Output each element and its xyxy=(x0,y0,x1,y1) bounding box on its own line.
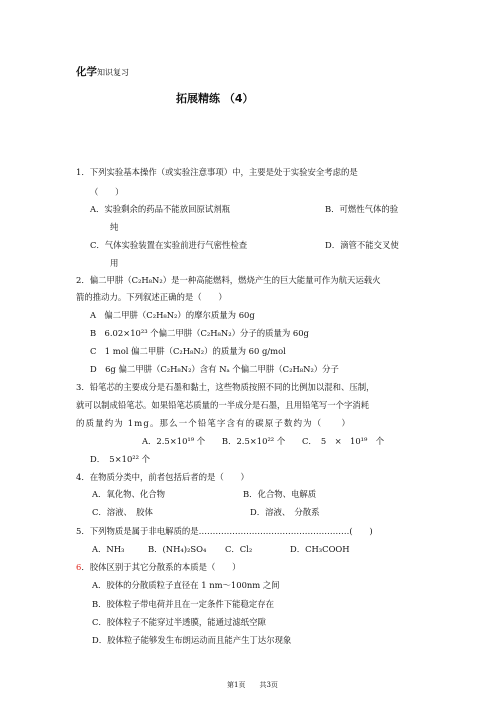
q4-option-a: A．氧化物、化合物 xyxy=(92,489,166,499)
q5-option-d: D．CH₃COOH xyxy=(290,544,350,554)
q1-option-b-cont: 纯 xyxy=(110,222,119,232)
q1-stem-line1: 1．下列实验基本操作（或实验注意事项）中，主要是处于实验安全考虑的是 xyxy=(76,167,358,177)
q6-option-b: B．胶体粒子带电荷并且在一定条件下能稳定存在 xyxy=(92,599,275,609)
q3-stem-line2: 就可以制成铅笔芯。如果铅笔芯质量的一半成分是石墨，且用铅笔写一个字消耗 xyxy=(76,400,370,410)
q5-option-c: C．Cl₂ xyxy=(225,544,253,554)
q3-options-abc: A．2.5×10¹⁹ 个 B．2.5×10²² 个 C． 5 × 10¹⁹ 个 xyxy=(142,436,385,446)
q4-option-b: B．化合物、电解质 xyxy=(243,489,317,499)
q5-stem: 5．下列物质是属于非电解质的是………………………………………………( ) xyxy=(76,526,373,536)
q2-option-c: C 1 mol 偏二甲肼（C₂H₈N₂）的质量为 60 g/mol xyxy=(90,346,286,356)
page-footer: 第1页 共3页 xyxy=(227,681,278,689)
q6-stem xyxy=(76,562,240,573)
q5-option-b: B．(NH₄)₂SO₄ xyxy=(148,544,207,554)
q3-stem-line3: 的质量约为 1mg。那么一个铅笔字含有的碳原子数约为（ ） xyxy=(76,418,352,428)
q4-option-c: C．溶液、 胶体 xyxy=(92,507,153,517)
q3-option-d: D． 5×10²² 个 xyxy=(90,454,151,464)
q5-option-a: A．NH₃ xyxy=(92,544,125,554)
q2-option-d: D 6g 偏二甲肼（C₂H₈N₂）含有 Nₐ 个偏二甲肼（C₂H₈N₂）分子 xyxy=(90,364,339,374)
q2-stem-line2: 箭的推动力。下列叙述正确的是（ ） xyxy=(76,292,227,302)
q4-option-d: D．溶液、 分散系 xyxy=(250,507,320,517)
page-header xyxy=(76,67,129,78)
q1-stem-line2: （ ） xyxy=(90,187,124,197)
header-subtitle: 知识复习 xyxy=(97,68,129,77)
q2-stem-line1: 2．偏二甲肼（C₂H₈N₂）是一种高能燃料，燃烧产生的巨大能量可作为航天运载火 xyxy=(76,275,381,285)
q1-option-d-cont: 用 xyxy=(110,258,119,268)
q2-option-a: A 偏二甲肼（C₂H₈N₂）的摩尔质量为 60g xyxy=(90,310,255,320)
q1-option-a: A．实验剩余的药品不能放回原试剂瓶 xyxy=(90,204,231,214)
q1-option-d: D．滴管不能交叉使 xyxy=(325,240,399,250)
q1-option-b: B．可燃性气体的验 xyxy=(325,204,399,214)
q3-stem-line1: 3．铅笔芯的主要成分是石墨和黏土，这些物质按照不同的比例加以混和、压制， xyxy=(76,382,375,392)
header-subject: 化学 xyxy=(76,66,97,78)
q6-number: 6 xyxy=(76,562,82,572)
page-title: 拓展精练 （4） xyxy=(176,92,254,105)
q6-option-c: C．胶体粒子不能穿过半透膜，能通过滤纸空隙 xyxy=(92,617,266,627)
q4-stem: 4．在物质分类中，前者包括后者的是（ ） xyxy=(76,472,249,482)
q2-option-b: B 6.02×10²³ 个偏二甲肼（C₂H₈N₂）分子的质量为 60g xyxy=(90,328,309,338)
q6-stem-text: ．胶体区别于其它分散系的本质是（ ） xyxy=(81,562,241,572)
q1-option-c: C．气体实验装置在实验前进行气密性检查 xyxy=(90,240,248,250)
q6-option-a: A．胶体的分散质粒子直径在 1 nm～100nm 之间 xyxy=(92,580,280,590)
q6-option-d: D．胶体粒子能够发生布朗运动而且能产生丁达尔现象 xyxy=(92,635,292,645)
